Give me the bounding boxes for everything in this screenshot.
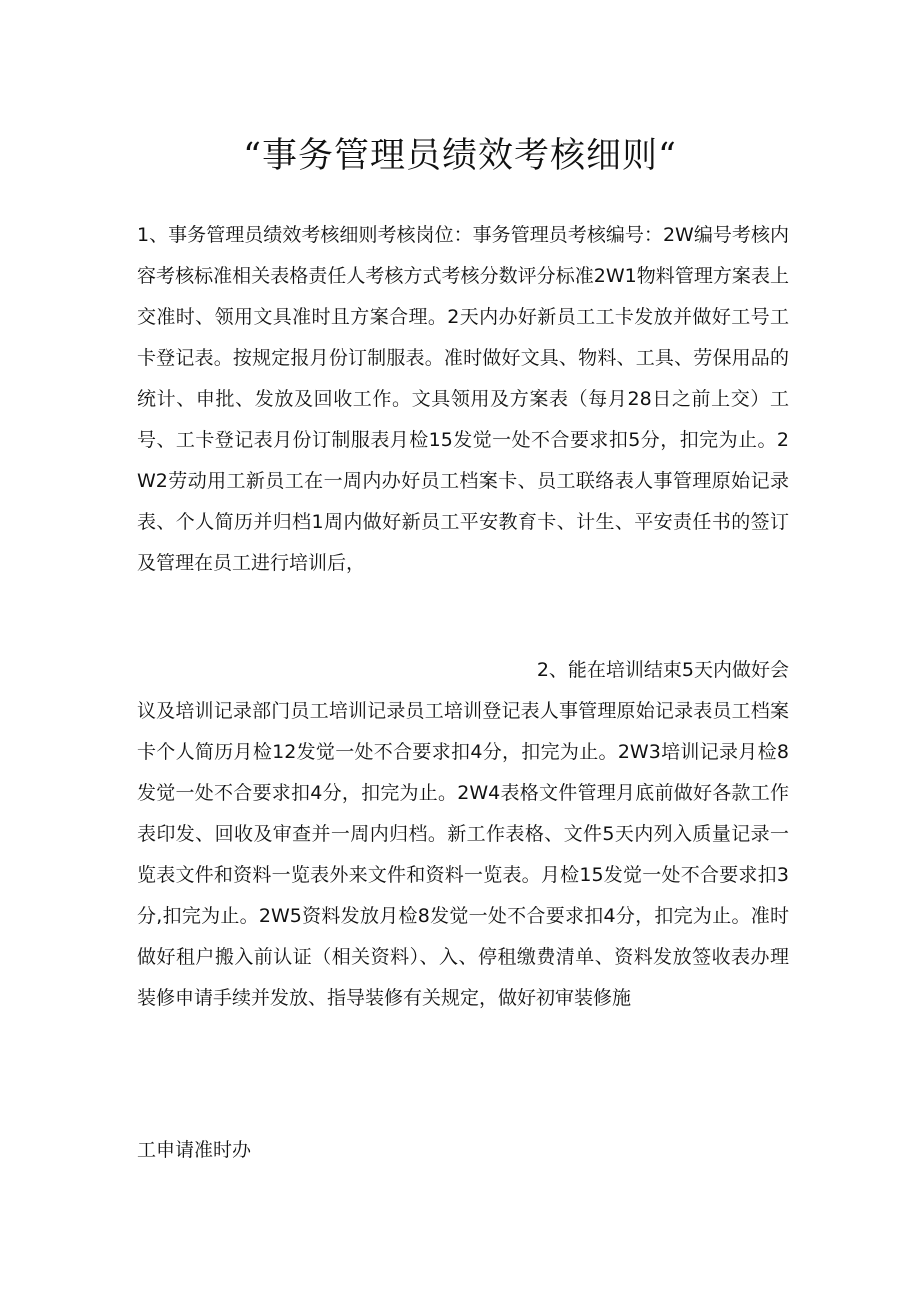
- trailing-line: 工申请准时办: [137, 1139, 252, 1161]
- paragraph-2-start: 2、能在培训结束5天内做好会: [536, 659, 789, 681]
- document-title: “事务管理员绩效考核细则“: [243, 136, 677, 176]
- paragraph-1: 1、事务管理员绩效考核细则考核岗位：事务管理员考核编号：2W编号考核内容考核标准相关表格责任人考核方式考核分数评分标准2W1物料管理方案表上交准时、领用文具准时且方案合理。2天内办好新员工工卡发放并做好工号工卡登记表。按规定报月份订制服表。准时做好文具、物料、工具、劳保用品的统计、申批、发放及回收工作。文具领用及方案表（每月28日之前上交）工号、工卡登记表月份订制服表月检15发觉一处不合要求扣5分，扣完为止。2W2劳动用工新员工在一周内办好员工档案卡、员工联络表人事管理原始记录表、个人简历并归档1周内做好新员工平安教育卡、计生、平安责任书的签订及管理在员工进行培训后，: [137, 224, 789, 574]
- paragraph-2: 议及培训记录部门员工培训记录员工培训登记表人事管理原始记录表员工档案卡个人简历月检12发觉一处不合要求扣4分，扣完为止。2W3培训记录月检8发觉一处不合要求扣4分，扣完为止。2W4表格文件管理月底前做好各款工作表印发、回收及审查并一周内归档。新工作表格、文件5天内列入质量记录一览表文件和资料一览表外来文件和资料一览表。月检15发觉一处不合要求扣3分,扣完为止。2W5资料发放月检8发觉一处不合要求扣4分，扣完为止。准时做好租户搬入前认证（相关资料）、入、停租缴费清单、资料发放签收表办理装修申请手续并发放、指导装修有关规定，做好初审装修施: [137, 700, 789, 1009]
